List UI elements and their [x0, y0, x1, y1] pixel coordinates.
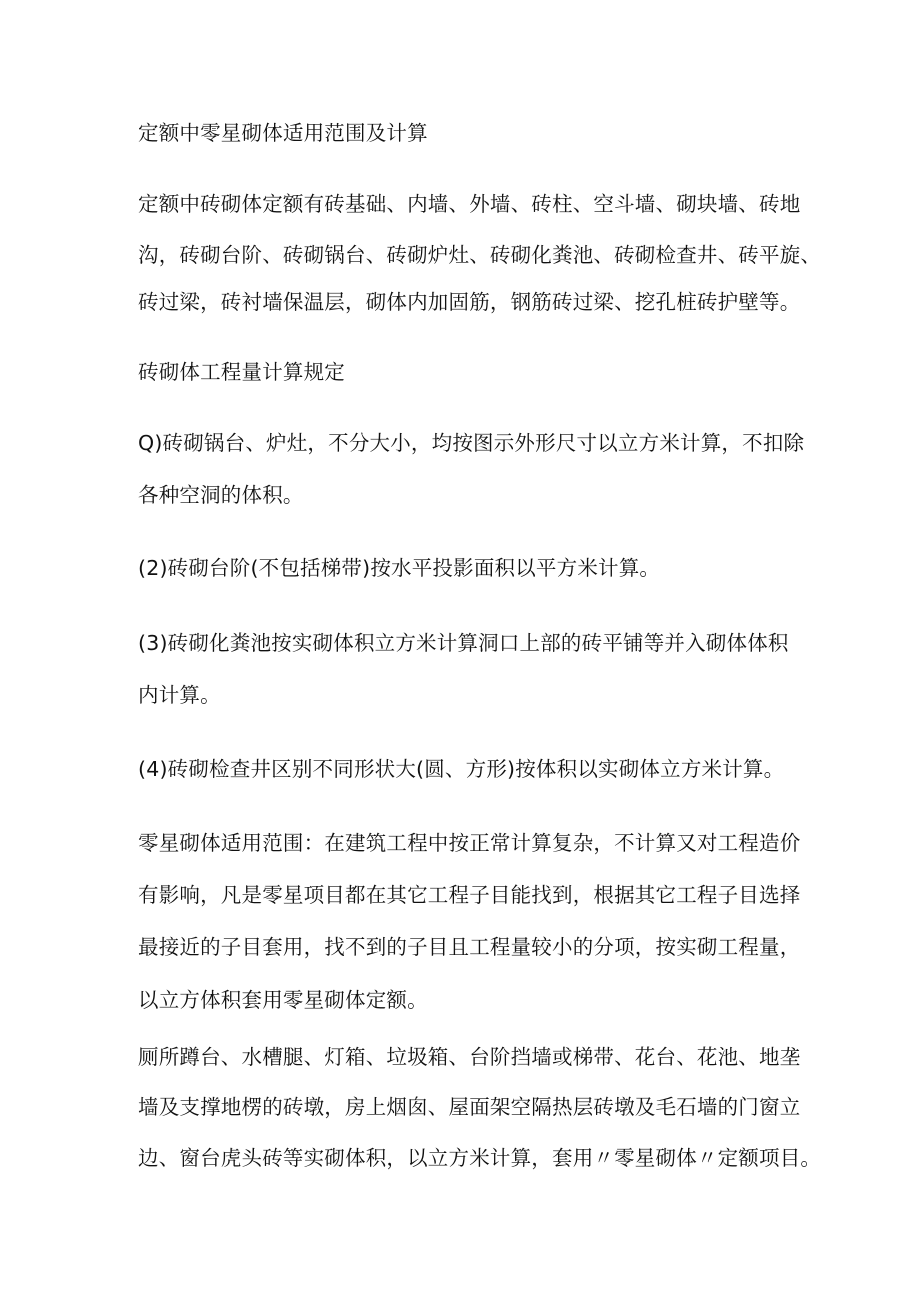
- text-line: 厕所蹲台、水槽腿、灯箱、垃圾箱、台阶挡墙或梯带、花台、花池、地垄: [138, 1045, 801, 1069]
- text-line: (3)砖砌化粪池按实砌体积立方米计算洞口上部的砖平铺等并入砌体体积: [138, 631, 789, 655]
- text-line: 边、窗台虎头砖等实砌体积，以立方米计算，套用〃零星砌体〃定额项目。: [138, 1146, 822, 1170]
- text-line: 零星砌体适用范围：在建筑工程中按正常计算复杂，不计算又对工程造价: [138, 831, 801, 855]
- rule-4: (4)砖砌检查井区别不同形状大(圆、方形)按体积以实砌体立方米计算。: [138, 757, 785, 781]
- text-line: 内计算。: [138, 683, 221, 707]
- text-line: 定额中砖砌体定额有砖基础、内墙、外墙、砖柱、空斗墙、砌块墙、砖地: [138, 192, 801, 216]
- text-line: 以立方体积套用零星砌体定额。: [138, 988, 428, 1012]
- text-line: 墙及支撑地楞的砖墩，房上烟囱、屋面架空隔热层砖墩及毛石墙的门窗立: [138, 1095, 801, 1119]
- text-line: 各种空洞的体积。: [138, 483, 304, 507]
- text-line: Q)砖砌锅台、炉灶，不分大小，均按图示外形尺寸以立方米计算，不扣除: [138, 431, 805, 455]
- section-heading: 砖砌体工程量计算规定: [138, 360, 345, 384]
- rule-2: (2)砖砌台阶(不包括梯带)按水平投影面积以平方米计算。: [138, 556, 661, 580]
- text-line: 有影响，凡是零星项目都在其它工程子目能找到，根据其它工程子目选择: [138, 883, 801, 907]
- text-line: 砖过梁，砖衬墙保温层，砌体内加固筋，钢筋砖过梁、挖孔桩砖护壁等。: [138, 290, 801, 314]
- text-line: 沟，砖砌台阶、砖砌锅台、砖砌炉灶、砖砌化粪池、砖砌检查井、砖平旋、: [138, 243, 822, 267]
- document-title: 定额中零星砌体适用范围及计算: [138, 121, 428, 145]
- text-line: 最接近的子目套用，找不到的子目且工程量较小的分项，按实砌工程量，: [138, 935, 801, 959]
